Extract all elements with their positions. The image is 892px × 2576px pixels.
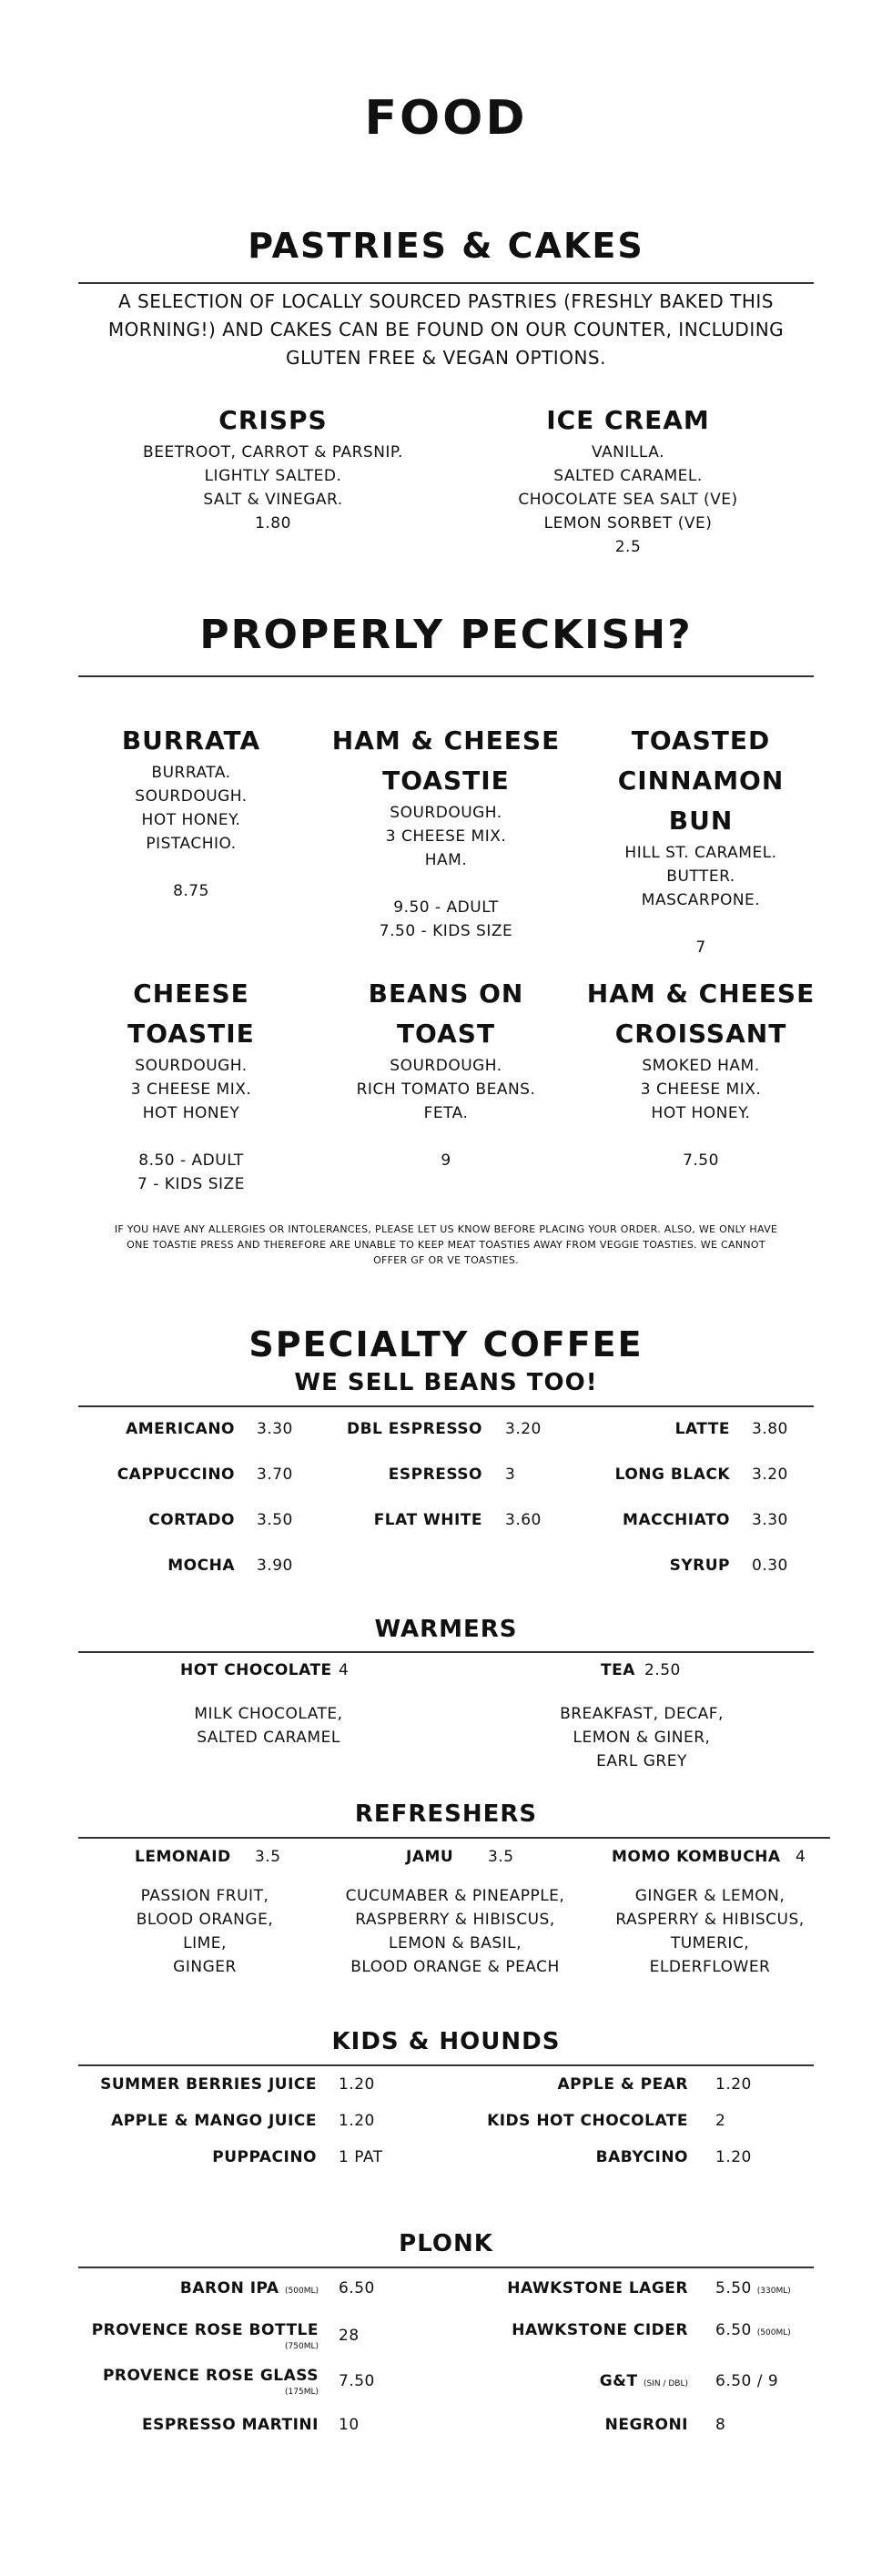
coffee-item-name: CAPPUCCINO — [117, 1465, 235, 1484]
coffee-item-price: 3 — [505, 1465, 516, 1484]
plonk-item-price-value: 5.50 — [715, 2279, 752, 2297]
coffee-item-name: FLAT WHITE — [373, 1511, 482, 1529]
coffee-item-price: 3.90 — [257, 1557, 293, 1575]
warmer-option: MILK CHOCOLATE, — [194, 1705, 343, 1723]
kids-item-name: SUMMER BERRIES JUICE — [100, 2075, 317, 2094]
coffee-item-price: 3.80 — [752, 1420, 788, 1438]
warmer-name: HOT CHOCOLATE — [180, 1661, 332, 1679]
plonk-item-size: (175ML) — [285, 2388, 319, 2397]
crisps-line: LIGHTLY SALTED. — [204, 467, 342, 485]
ice-cream-line: VANILLA. — [592, 443, 664, 461]
coffee-title: SPECIALTY COFFEE — [248, 1324, 644, 1364]
refresher-option: LEMON & BASIL, — [388, 1934, 522, 1952]
coffee-item-price: 3.20 — [752, 1465, 788, 1484]
warmer-price: 4 — [339, 1661, 350, 1679]
plonk-item-label: G&T — [599, 2372, 638, 2390]
menu-item-desc: 3 CHEESE MIX. — [385, 827, 507, 846]
plonk-item-price-size: (500ML) — [756, 2328, 791, 2338]
pastries-intro-line: GLUTEN FREE & VEGAN OPTIONS. — [286, 347, 606, 369]
refresher-option: ELDERFLOWER — [649, 1958, 771, 1976]
menu-item-price: 8.75 — [173, 882, 209, 900]
kids-item-name: BABYCINO — [595, 2148, 688, 2166]
warmer-options — [537, 1702, 746, 1773]
refresher-option: GINGER & LEMON, — [634, 1887, 786, 1905]
coffee-item-name: LATTE — [674, 1420, 730, 1438]
coffee-subtitle: WE SELL BEANS TOO! — [294, 1369, 598, 1396]
menu-item-desc: HILL ST. CARAMEL. — [624, 844, 777, 862]
plonk-item-price — [715, 2279, 791, 2297]
coffee-item-price: 3.50 — [257, 1511, 293, 1529]
warmer-options — [164, 1702, 373, 1749]
coffee-divider — [78, 1405, 814, 1407]
refresher-option: TUMERIC, — [670, 1934, 750, 1952]
plonk-item-label: BARON IPA — [179, 2279, 279, 2297]
menu-item-price: 9.50 - ADULT — [393, 898, 499, 917]
menu-item-price: 7.50 — [683, 1151, 719, 1170]
ice-cream-block — [446, 401, 810, 559]
warmer-price: 2.50 — [644, 1661, 681, 1679]
plonk-item-price-value: 6.50 — [715, 2321, 752, 2339]
refresher-options — [601, 1884, 819, 1979]
menu-item-desc: SOURDOUGH. — [390, 804, 502, 822]
menu-item-desc: HOT HONEY. — [141, 811, 241, 829]
menu-item-title: HAM & CHEESE — [586, 979, 816, 1009]
menu-item-price: 7.50 - KIDS SIZE — [379, 922, 513, 940]
ice-cream-title: ICE CREAM — [546, 405, 710, 435]
plonk-item-price-size: (330ML) — [756, 2287, 791, 2296]
crisps-line: BEETROOT, CARROT & PARSNIP. — [143, 443, 403, 461]
plonk-divider — [78, 2267, 814, 2268]
plonk-title: PLONK — [399, 2230, 493, 2257]
menu-item-desc: 3 CHEESE MIX. — [640, 1080, 762, 1099]
coffee-item-name: MACCHIATO — [623, 1511, 730, 1529]
warmers-divider — [78, 1651, 814, 1653]
refresher-name: LEMONAID — [135, 1848, 231, 1866]
plonk-item-name: HAWKSTONE CIDER — [512, 2321, 688, 2339]
menu-item-title: TOAST — [396, 1019, 496, 1049]
crisps-block — [91, 401, 455, 535]
peckish-title: PROPERLY PECKISH? — [199, 612, 693, 658]
menu-item-title: BURRATA — [121, 725, 261, 756]
menu-item-title: TOASTIE — [127, 1019, 255, 1049]
kids-item-price: 1.20 — [715, 2148, 752, 2166]
crisps-title: CRISPS — [218, 405, 328, 435]
pastries-intro-line: A SELECTION OF LOCALLY SOURCED PASTRIES (FRESHLY BAKED THIS — [117, 290, 774, 312]
menu-item-title: TOASTIE — [382, 766, 510, 796]
warmer-option: EARL GREY — [596, 1752, 687, 1770]
menu-item-title: BEANS ON — [368, 979, 524, 1009]
refresher-option: LIME, — [183, 1934, 227, 1952]
plonk-item-size: (500ML) — [285, 2287, 319, 2296]
coffee-item-name: AMERICANO — [126, 1420, 235, 1438]
plonk-item-price: 6.50 / 9 — [715, 2372, 779, 2390]
plonk-item-name: PROVENCE ROSE GLASS — [102, 2367, 319, 2385]
kids-item-price: 1.20 — [715, 2075, 752, 2094]
refresher-option: CUCUMABER & PINEAPPLE, — [345, 1887, 565, 1905]
ice-cream-line: SALTED CARAMEL. — [553, 467, 703, 485]
coffee-item-price: 3.30 — [257, 1420, 293, 1438]
refresher-option: BLOOD ORANGE, — [136, 1911, 274, 1929]
kids-item-name: APPLE & PEAR — [557, 2075, 688, 2094]
refreshers-divider — [78, 1837, 830, 1839]
coffee-item-price: 3.60 — [505, 1511, 542, 1529]
coffee-item-name: DBL ESPRESSO — [346, 1420, 482, 1438]
menu-item-desc: SOURDOUGH. — [135, 1057, 248, 1075]
warmer-option: BREAKFAST, DECAF, — [560, 1705, 724, 1723]
allergy-note-line: ONE TOASTIE PRESS AND THEREFORE ARE UNABLE TO KEEP MEAT TOASTIES AWAY FROM VEGGIE TOASTIES. WE CANNOT — [127, 1239, 765, 1251]
allergy-note — [55, 1222, 837, 1268]
kids-divider — [78, 2064, 814, 2066]
menu-item-desc: HOT HONEY. — [651, 1104, 751, 1122]
menu-item-title: CROISSANT — [614, 1019, 787, 1049]
plonk-item-price: 10 — [339, 2416, 360, 2434]
menu-item-desc: 3 CHEESE MIX. — [130, 1080, 252, 1099]
pastries-intro — [78, 288, 814, 372]
menu-item-cheese-toastie — [64, 974, 319, 1196]
coffee-item-name: CORTADO — [148, 1511, 235, 1529]
coffee-item-name: MOCHA — [167, 1557, 235, 1575]
menu-item-title: CHEESE — [133, 979, 249, 1009]
kids-item-price: 1 PAT — [339, 2148, 383, 2166]
menu-item-desc: BURRATA. — [151, 764, 231, 782]
kids-item-name: KIDS HOT CHOCOLATE — [487, 2112, 688, 2130]
pastries-divider — [78, 282, 814, 284]
menu-item-price: 9 — [441, 1151, 451, 1170]
coffee-item-name: SYRUP — [669, 1557, 730, 1575]
peckish-divider — [78, 675, 814, 677]
refresher-price: 3.5 — [255, 1848, 281, 1866]
refresher-name: MOMO KOMBUCHA — [612, 1848, 781, 1866]
refresher-option: RASPBERRY & HIBISCUS, — [355, 1911, 555, 1929]
coffee-item-name: ESPRESSO — [388, 1465, 482, 1484]
refresher-option: BLOOD ORANGE & PEACH — [350, 1958, 560, 1976]
menu-item-desc: FETA. — [423, 1104, 469, 1122]
plonk-item-price: 6.50 — [339, 2279, 375, 2297]
menu-item-desc: RICH TOMATO BEANS. — [356, 1080, 536, 1099]
menu-item-ham-cheese-toastie — [319, 721, 573, 943]
plonk-item-size: (750ML) — [285, 2342, 319, 2351]
menu-item-cinnamon-bun — [573, 721, 828, 959]
refresher-price: 3.5 — [488, 1848, 514, 1866]
menu-item-desc: SMOKED HAM. — [642, 1057, 760, 1075]
menu-item-beans-on-toast — [319, 974, 573, 1172]
coffee-item-price: 3.70 — [257, 1465, 293, 1484]
kids-item-name: APPLE & MANGO JUICE — [111, 2112, 317, 2130]
coffee-item-price: 3.30 — [752, 1511, 788, 1529]
coffee-item-price: 3.20 — [505, 1420, 542, 1438]
pastries-intro-line: MORNING!) AND CAKES CAN BE FOUND ON OUR COUNTER, INCLUDING — [107, 319, 785, 340]
kids-item-price: 1.20 — [339, 2112, 375, 2130]
allergy-note-line: IF YOU HAVE ANY ALLERGIES OR INTOLERANCES, PLEASE LET US KNOW BEFORE PLACING YOUR ORDER. ALSO, WE ONLY HAVE — [114, 1223, 778, 1235]
refresher-option: GINGER — [173, 1958, 237, 1976]
kids-item-price: 2 — [715, 2112, 726, 2130]
warmers-title: WARMERS — [374, 1616, 518, 1643]
coffee-item-name: LONG BLACK — [614, 1465, 730, 1484]
ice-cream-line: LEMON SORBET (VE) — [543, 514, 713, 532]
menu-item-ham-cheese-croissant — [573, 974, 828, 1172]
ice-cream-line: CHOCOLATE SEA SALT (VE) — [518, 491, 738, 509]
menu-item-title: HAM & CHEESE — [331, 725, 561, 756]
plonk-item-price: 7.50 — [339, 2372, 375, 2390]
kids-title: KIDS & HOUNDS — [331, 2028, 561, 2055]
menu-item-desc: SOURDOUGH. — [390, 1057, 502, 1075]
warmer-name: TEA — [601, 1661, 635, 1679]
plonk-item-size: (SIN / DBL) — [644, 2379, 688, 2388]
refresher-price: 4 — [796, 1848, 806, 1866]
plonk-item-name: HAWKSTONE LAGER — [507, 2279, 688, 2297]
menu-item-desc: PISTACHIO. — [146, 835, 237, 853]
warmer-option: LEMON & GINER, — [573, 1729, 711, 1747]
pastries-title: PASTRIES & CAKES — [248, 226, 644, 266]
ice-cream-price: 2.5 — [614, 538, 642, 556]
menu-item-price: 8.50 - ADULT — [138, 1151, 244, 1170]
menu-item-desc: MASCARPONE. — [641, 891, 761, 909]
plonk-item-name: NEGRONI — [604, 2416, 688, 2434]
refresher-options — [100, 1884, 309, 1979]
plonk-item-price: 28 — [339, 2327, 360, 2345]
refresher-name: JAMU — [406, 1848, 454, 1866]
menu-item-price: 7 — [695, 938, 706, 957]
refreshers-title: REFRESHERS — [354, 1800, 538, 1828]
menu-item-burrata — [64, 721, 319, 903]
menu-item-title: TOASTED — [631, 725, 771, 756]
menu-item-desc: HOT HONEY — [142, 1104, 240, 1122]
menu-item-desc: BUTTER. — [666, 867, 735, 886]
allergy-note-line: OFFER GF OR VE TOASTIES. — [373, 1254, 519, 1266]
refresher-options — [337, 1884, 573, 1979]
plonk-item-name — [437, 2372, 688, 2390]
refresher-option: PASSION FRUIT, — [140, 1887, 269, 1905]
coffee-item-price: 0.30 — [752, 1557, 788, 1575]
plonk-item-name: PROVENCE ROSE BOTTLE — [91, 2321, 319, 2339]
plonk-item-price: 8 — [715, 2416, 726, 2434]
kids-item-name: PUPPACINO — [212, 2148, 317, 2166]
crisps-price: 1.80 — [255, 514, 291, 532]
refresher-option: RASPERRY & HIBISCUS, — [615, 1911, 805, 1929]
menu-item-title: BUN — [668, 806, 734, 836]
menu-item-price: 7 - KIDS SIZE — [137, 1175, 245, 1193]
kids-item-price: 1.20 — [339, 2075, 375, 2094]
crisps-line: SALT & VINEGAR. — [203, 491, 343, 509]
plonk-item-price — [715, 2321, 791, 2339]
plonk-item-name — [55, 2279, 319, 2297]
menu-item-title: CINNAMON — [617, 766, 785, 796]
menu-item-desc: SOURDOUGH. — [135, 787, 248, 806]
page-title: FOOD — [364, 91, 528, 146]
plonk-item-name: ESPRESSO MARTINI — [142, 2416, 319, 2434]
menu-item-desc: HAM. — [424, 851, 468, 869]
warmer-option: SALTED CARAMEL — [197, 1729, 340, 1747]
